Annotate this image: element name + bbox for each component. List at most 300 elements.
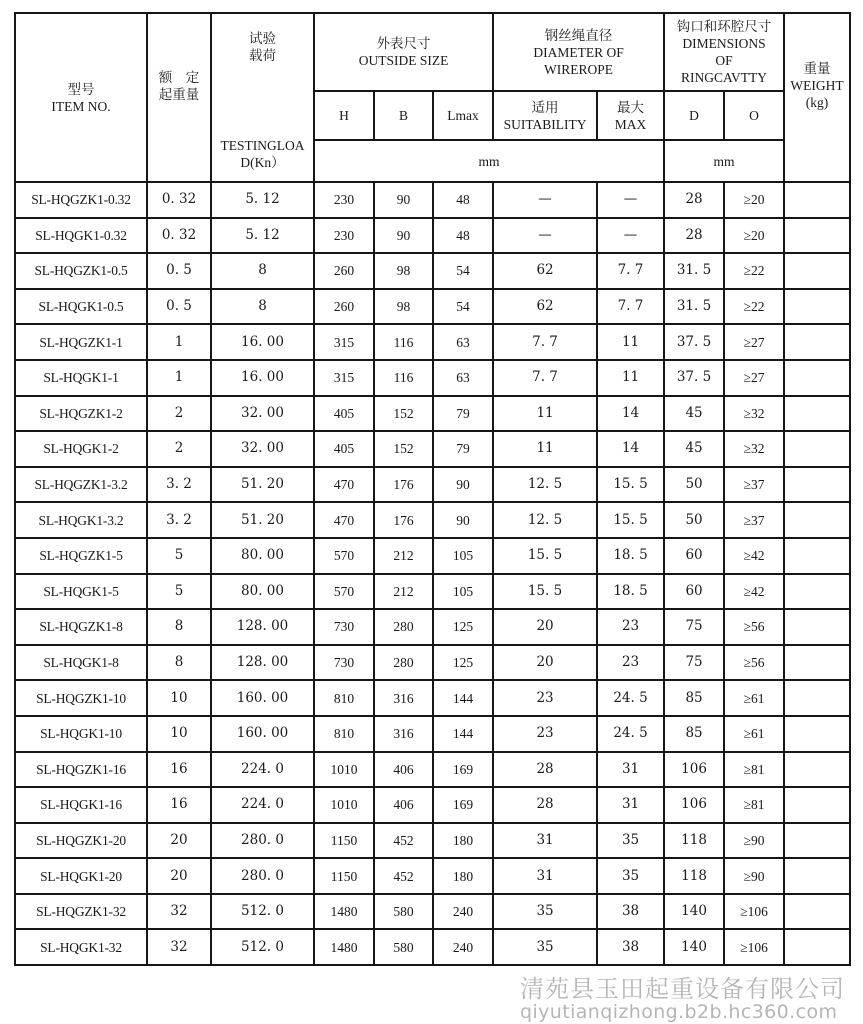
table-row [15, 182, 850, 218]
cell-model: SL-HQGZK1-0.5 [15, 253, 147, 289]
cell-max: 38 [597, 894, 664, 930]
header-test-load-cn-2: 载荷 [249, 48, 276, 63]
header-unit-mm: mm [314, 140, 664, 182]
cell-o: ≥22 [724, 289, 784, 325]
table-row [15, 752, 850, 788]
table-row [15, 289, 850, 325]
cell-d: 60 [664, 538, 724, 574]
cell-test-load: 512. 0 [211, 929, 314, 965]
cell-d: 37. 5 [664, 324, 724, 360]
watermark-company: 清苑县玉田起重设备有限公司 [520, 975, 845, 1003]
header-test-load-en-2: D(Kn） [240, 155, 285, 170]
cell-o: ≥37 [724, 467, 784, 503]
cell-model: SL-HQGZK1-10 [15, 680, 147, 716]
cell-test-load: 128. 00 [211, 609, 314, 645]
header-ring-dimensions [664, 13, 784, 91]
cell-h: 260 [314, 253, 374, 289]
table-row [15, 929, 850, 965]
cell-b: 452 [374, 858, 433, 894]
cell-rated-load: 32 [147, 929, 211, 965]
cell-test-load: 5. 12 [211, 218, 314, 254]
cell-rated-load: 2 [147, 431, 211, 467]
cell-lmax: 63 [433, 360, 493, 396]
cell-weight [784, 396, 850, 432]
cell-weight [784, 467, 850, 503]
cell-rated-load: 16 [147, 752, 211, 788]
header-item-no-cn: 型号 [67, 81, 95, 97]
table-row [15, 218, 850, 254]
cell-test-load: 128. 00 [211, 645, 314, 681]
cell-weight [784, 858, 850, 894]
cell-suitability: 23 [493, 716, 597, 752]
cell-h: 405 [314, 431, 374, 467]
header-ring-cn: 钩口和环腔尺寸 [676, 19, 772, 34]
cell-weight [784, 752, 850, 788]
cell-b: 176 [374, 502, 433, 538]
cell-lmax: 79 [433, 396, 493, 432]
cell-rated-load: 5 [147, 538, 211, 574]
cell-rated-load: 32 [147, 894, 211, 930]
cell-h: 230 [314, 182, 374, 218]
cell-d: 31. 5 [664, 253, 724, 289]
cell-rated-load: 8 [147, 609, 211, 645]
cell-o: ≥20 [724, 182, 784, 218]
cell-d: 37. 5 [664, 360, 724, 396]
header-wirerope-diameter [493, 13, 664, 91]
cell-max: 11 [597, 360, 664, 396]
header-suit-en: SUITABILITY [503, 116, 587, 132]
header-wirerope-cn: 钢丝绳直径 [544, 27, 613, 43]
header-unit-mm-ring: mm [664, 140, 784, 182]
cell-max: — [597, 182, 664, 218]
table-row [15, 894, 850, 930]
cell-model: SL-HQGZK1-20 [15, 823, 147, 859]
cell-test-load: 5. 12 [211, 182, 314, 218]
cell-o: ≥106 [724, 929, 784, 965]
cell-suitability: 28 [493, 752, 597, 788]
table-row [15, 823, 850, 859]
cell-rated-load: 20 [147, 858, 211, 894]
table-row [15, 574, 850, 610]
cell-model: SL-HQGZK1-3.2 [15, 467, 147, 503]
header-weight [784, 13, 850, 182]
cell-lmax: 125 [433, 645, 493, 681]
cell-b: 90 [374, 218, 433, 254]
cell-weight [784, 360, 850, 396]
watermark-url: qiyutianqizhong.b2b.hc360.com [520, 1001, 838, 1023]
table-row [15, 858, 850, 894]
cell-b: 316 [374, 716, 433, 752]
table-row [15, 538, 850, 574]
cell-weight [784, 645, 850, 681]
cell-suitability: 35 [493, 929, 597, 965]
cell-h: 810 [314, 716, 374, 752]
cell-suitability: — [493, 218, 597, 254]
cell-suitability: 11 [493, 431, 597, 467]
cell-b: 406 [374, 752, 433, 788]
table-row [15, 609, 850, 645]
cell-o: ≥37 [724, 502, 784, 538]
cell-lmax: 144 [433, 716, 493, 752]
cell-h: 470 [314, 467, 374, 503]
cell-d: 31. 5 [664, 289, 724, 325]
cell-suitability: 62 [493, 289, 597, 325]
header-test-load-en-1: TESTINGLOA [220, 138, 305, 153]
cell-test-load: 280. 0 [211, 858, 314, 894]
cell-max: 14 [597, 431, 664, 467]
table-body [15, 182, 850, 965]
cell-suitability: 35 [493, 894, 597, 930]
cell-h: 1480 [314, 929, 374, 965]
table-row [15, 502, 850, 538]
cell-weight [784, 218, 850, 254]
cell-suitability: 15. 5 [493, 538, 597, 574]
cell-max: 18. 5 [597, 538, 664, 574]
cell-weight [784, 894, 850, 930]
cell-suitability: — [493, 182, 597, 218]
cell-suitability: 7. 7 [493, 324, 597, 360]
cell-weight [784, 253, 850, 289]
cell-b: 98 [374, 253, 433, 289]
cell-o: ≥20 [724, 218, 784, 254]
cell-o: ≥61 [724, 716, 784, 752]
cell-lmax: 48 [433, 218, 493, 254]
cell-h: 405 [314, 396, 374, 432]
cell-lmax: 105 [433, 574, 493, 610]
cell-b: 580 [374, 894, 433, 930]
header-item-no-en: ITEM NO. [51, 98, 111, 114]
cell-b: 280 [374, 609, 433, 645]
cell-suitability: 11 [493, 396, 597, 432]
cell-model: SL-HQGZK1-1 [15, 324, 147, 360]
cell-model: SL-HQGK1-2 [15, 431, 147, 467]
cell-h: 260 [314, 289, 374, 325]
cell-model: SL-HQGK1-20 [15, 858, 147, 894]
header-weight-en-2: (kg) [805, 95, 829, 110]
cell-d: 85 [664, 680, 724, 716]
cell-h: 730 [314, 609, 374, 645]
cell-test-load: 80. 00 [211, 574, 314, 610]
cell-suitability: 31 [493, 823, 597, 859]
cell-d: 28 [664, 218, 724, 254]
cell-model: SL-HQGK1-32 [15, 929, 147, 965]
header-ring-en-2: OF [715, 53, 733, 68]
cell-d: 85 [664, 716, 724, 752]
cell-rated-load: 10 [147, 716, 211, 752]
cell-test-load: 8 [211, 289, 314, 325]
cell-max: 35 [597, 858, 664, 894]
cell-max: 38 [597, 929, 664, 965]
cell-rated-load: 10 [147, 680, 211, 716]
cell-b: 452 [374, 823, 433, 859]
cell-d: 50 [664, 502, 724, 538]
cell-model: SL-HQGZK1-32 [15, 894, 147, 930]
cell-model: SL-HQGK1-8 [15, 645, 147, 681]
cell-d: 75 [664, 645, 724, 681]
cell-d: 45 [664, 431, 724, 467]
table-row [15, 680, 850, 716]
cell-test-load: 32. 00 [211, 431, 314, 467]
cell-suitability: 31 [493, 858, 597, 894]
cell-lmax: 105 [433, 538, 493, 574]
cell-max: 31 [597, 787, 664, 823]
table-row [15, 324, 850, 360]
header-ring-en-3: RINGCAVTTY [681, 70, 768, 85]
cell-weight [784, 787, 850, 823]
cell-max: 35 [597, 823, 664, 859]
cell-max: 24. 5 [597, 716, 664, 752]
cell-weight [784, 289, 850, 325]
cell-lmax: 169 [433, 787, 493, 823]
cell-model: SL-HQGK1-0.5 [15, 289, 147, 325]
cell-model: SL-HQGK1-1 [15, 360, 147, 396]
cell-o: ≥90 [724, 823, 784, 859]
header-rated-load [147, 13, 211, 182]
cell-o: ≥32 [724, 431, 784, 467]
cell-weight [784, 680, 850, 716]
cell-h: 315 [314, 324, 374, 360]
cell-weight [784, 182, 850, 218]
cell-lmax: 90 [433, 502, 493, 538]
header-col-h: H [314, 91, 374, 140]
cell-h: 1150 [314, 858, 374, 894]
cell-d: 75 [664, 609, 724, 645]
cell-lmax: 54 [433, 289, 493, 325]
cell-model: SL-HQGZK1-5 [15, 538, 147, 574]
cell-max: — [597, 218, 664, 254]
cell-b: 176 [374, 467, 433, 503]
cell-max: 11 [597, 324, 664, 360]
cell-weight [784, 929, 850, 965]
table-row [15, 787, 850, 823]
table-row [15, 360, 850, 396]
cell-lmax: 48 [433, 182, 493, 218]
cell-rated-load: 0. 5 [147, 253, 211, 289]
header-rated-load-cn-1: 额 定 [158, 69, 200, 85]
cell-model: SL-HQGZK1-0.32 [15, 182, 147, 218]
cell-suitability: 12. 5 [493, 502, 597, 538]
cell-rated-load: 1 [147, 360, 211, 396]
cell-max: 14 [597, 396, 664, 432]
cell-lmax: 240 [433, 894, 493, 930]
cell-lmax: 79 [433, 431, 493, 467]
cell-b: 116 [374, 360, 433, 396]
cell-o: ≥81 [724, 787, 784, 823]
header-max-en: MAX [614, 116, 647, 132]
header-outside-size-en: OUTSIDE SIZE [358, 53, 449, 68]
cell-max: 15. 5 [597, 502, 664, 538]
header-col-max [597, 91, 664, 140]
cell-h: 230 [314, 218, 374, 254]
cell-test-load: 280. 0 [211, 823, 314, 859]
cell-rated-load: 0. 32 [147, 182, 211, 218]
cell-h: 570 [314, 574, 374, 610]
table-row [15, 645, 850, 681]
cell-lmax: 169 [433, 752, 493, 788]
cell-rated-load: 3. 2 [147, 502, 211, 538]
header-item-no [15, 13, 147, 182]
cell-max: 18. 5 [597, 574, 664, 610]
cell-model: SL-HQGZK1-2 [15, 396, 147, 432]
cell-test-load: 51. 20 [211, 467, 314, 503]
cell-test-load: 224. 0 [211, 752, 314, 788]
table-header [15, 13, 850, 182]
cell-suitability: 23 [493, 680, 597, 716]
cell-max: 23 [597, 645, 664, 681]
cell-h: 315 [314, 360, 374, 396]
cell-weight [784, 502, 850, 538]
cell-lmax: 144 [433, 680, 493, 716]
cell-o: ≥90 [724, 858, 784, 894]
cell-lmax: 63 [433, 324, 493, 360]
table-row [15, 716, 850, 752]
header-wirerope-en-1: DIAMETER OF [533, 44, 624, 60]
cell-lmax: 54 [433, 253, 493, 289]
cell-b: 152 [374, 396, 433, 432]
cell-max: 7. 7 [597, 253, 664, 289]
cell-d: 50 [664, 467, 724, 503]
header-ring-en-1: DIMENSIONS [682, 36, 766, 51]
cell-rated-load: 8 [147, 645, 211, 681]
cell-model: SL-HQGK1-16 [15, 787, 147, 823]
cell-h: 1480 [314, 894, 374, 930]
cell-rated-load: 3. 2 [147, 467, 211, 503]
cell-weight [784, 574, 850, 610]
table-row [15, 467, 850, 503]
cell-o: ≥106 [724, 894, 784, 930]
cell-d: 106 [664, 752, 724, 788]
cell-suitability: 20 [493, 609, 597, 645]
cell-test-load: 16. 00 [211, 324, 314, 360]
header-wirerope-en-2: WIREROPE [544, 61, 614, 77]
cell-d: 45 [664, 396, 724, 432]
cell-weight [784, 823, 850, 859]
cell-lmax: 125 [433, 609, 493, 645]
cell-weight [784, 716, 850, 752]
cell-o: ≥81 [724, 752, 784, 788]
cell-test-load: 224. 0 [211, 787, 314, 823]
cell-rated-load: 2 [147, 396, 211, 432]
header-col-suitability [493, 91, 597, 140]
cell-b: 152 [374, 431, 433, 467]
cell-lmax: 180 [433, 823, 493, 859]
cell-b: 116 [374, 324, 433, 360]
cell-o: ≥27 [724, 324, 784, 360]
cell-h: 570 [314, 538, 374, 574]
cell-o: ≥22 [724, 253, 784, 289]
cell-h: 730 [314, 645, 374, 681]
cell-test-load: 8 [211, 253, 314, 289]
cell-lmax: 90 [433, 467, 493, 503]
table-row [15, 431, 850, 467]
cell-model: SL-HQGK1-10 [15, 716, 147, 752]
cell-model: SL-HQGZK1-16 [15, 752, 147, 788]
cell-h: 1150 [314, 823, 374, 859]
header-col-o: O [724, 91, 784, 140]
cell-weight [784, 538, 850, 574]
cell-suitability: 20 [493, 645, 597, 681]
cell-max: 23 [597, 609, 664, 645]
cell-o: ≥56 [724, 645, 784, 681]
header-rated-load-cn-2: 起重量 [158, 86, 200, 102]
cell-test-load: 16. 00 [211, 360, 314, 396]
cell-suitability: 15. 5 [493, 574, 597, 610]
cell-d: 140 [664, 894, 724, 930]
cell-b: 98 [374, 289, 433, 325]
cell-suitability: 7. 7 [493, 360, 597, 396]
cell-rated-load: 0. 5 [147, 289, 211, 325]
header-col-b: B [374, 91, 433, 140]
cell-b: 212 [374, 538, 433, 574]
spec-table [14, 12, 851, 966]
cell-test-load: 512. 0 [211, 894, 314, 930]
cell-model: SL-HQGK1-3.2 [15, 502, 147, 538]
cell-rated-load: 20 [147, 823, 211, 859]
header-col-lmax: Lmax [433, 91, 493, 140]
cell-lmax: 240 [433, 929, 493, 965]
cell-rated-load: 1 [147, 324, 211, 360]
cell-h: 810 [314, 680, 374, 716]
watermark [520, 976, 863, 1022]
cell-b: 580 [374, 929, 433, 965]
cell-lmax: 180 [433, 858, 493, 894]
cell-h: 1010 [314, 787, 374, 823]
header-outside-size-cn: 外表尺寸 [376, 36, 431, 51]
cell-b: 406 [374, 787, 433, 823]
cell-rated-load: 16 [147, 787, 211, 823]
cell-max: 7. 7 [597, 289, 664, 325]
cell-model: SL-HQGK1-0.32 [15, 218, 147, 254]
cell-rated-load: 5 [147, 574, 211, 610]
cell-b: 212 [374, 574, 433, 610]
cell-d: 106 [664, 787, 724, 823]
cell-o: ≥32 [724, 396, 784, 432]
cell-max: 24. 5 [597, 680, 664, 716]
cell-b: 280 [374, 645, 433, 681]
cell-o: ≥27 [724, 360, 784, 396]
cell-b: 90 [374, 182, 433, 218]
cell-suitability: 12. 5 [493, 467, 597, 503]
header-col-d: D [664, 91, 724, 140]
cell-model: SL-HQGK1-5 [15, 574, 147, 610]
cell-b: 316 [374, 680, 433, 716]
cell-weight [784, 324, 850, 360]
cell-h: 470 [314, 502, 374, 538]
cell-test-load: 80. 00 [211, 538, 314, 574]
cell-d: 140 [664, 929, 724, 965]
header-test-load-cn-1: 试验 [249, 31, 276, 46]
table-row [15, 253, 850, 289]
cell-test-load: 160. 00 [211, 716, 314, 752]
cell-max: 15. 5 [597, 467, 664, 503]
header-max-cn: 最大 [617, 99, 645, 115]
cell-o: ≥42 [724, 538, 784, 574]
header-weight-cn: 重量 [803, 61, 831, 76]
table-row [15, 396, 850, 432]
cell-suitability: 28 [493, 787, 597, 823]
cell-test-load: 32. 00 [211, 396, 314, 432]
cell-rated-load: 0. 32 [147, 218, 211, 254]
cell-test-load: 160. 00 [211, 680, 314, 716]
cell-d: 118 [664, 823, 724, 859]
cell-o: ≥42 [724, 574, 784, 610]
cell-h: 1010 [314, 752, 374, 788]
cell-d: 28 [664, 182, 724, 218]
cell-o: ≥56 [724, 609, 784, 645]
cell-weight [784, 431, 850, 467]
cell-max: 31 [597, 752, 664, 788]
header-weight-en-1: WEIGHT [790, 78, 844, 93]
